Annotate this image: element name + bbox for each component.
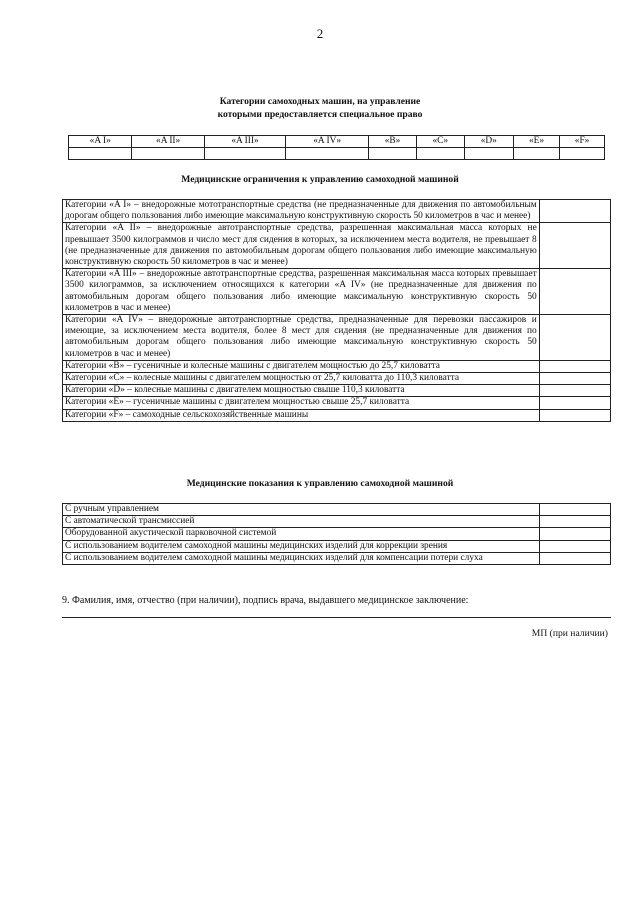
indication-manual-control: С ручным управлением [63, 504, 540, 516]
page-number: 2 [316, 26, 324, 41]
restriction-mark[interactable] [539, 315, 610, 361]
indications-heading: Медицинские показания к управлению самоходной машиной [186, 478, 454, 489]
table-row [63, 504, 611, 516]
table-row [63, 360, 611, 372]
category-mark[interactable] [369, 148, 417, 160]
category-cell-e: «E» [513, 136, 559, 148]
category-mark[interactable] [69, 148, 132, 160]
table-row [63, 315, 611, 361]
indication-mark[interactable] [539, 552, 610, 564]
table-row [63, 373, 611, 385]
restriction-a4: Категории «A IV» – внедорожные автотранспортные средства, предназначенные для перевозки пассажиров и имеющие, за исключением места водителя, более 8 мест для сидения (не предназначенные для движения по автомобильным дорогам общего пользования либо имеющие максимальную конструктивную скорость 50 километров в час и менее) [63, 315, 540, 361]
table-row [63, 409, 611, 421]
doctor-signature-line[interactable] [62, 617, 611, 618]
indication-hearing-compensation: С использованием водителем самоходной машины медицинских изделий для компенсации потери слуха [63, 552, 540, 564]
category-mark[interactable] [560, 148, 605, 160]
restriction-b: Категории «B» – гусеничные и колесные машины с двигателем мощностью до 25,7 киловатта [63, 360, 540, 372]
restrictions-table [62, 199, 611, 422]
restriction-f: Категории «F» – самоходные сельскохозяйственные машины [63, 409, 540, 421]
table-row [63, 528, 611, 540]
table-row [63, 269, 611, 315]
restriction-mark[interactable] [539, 409, 610, 421]
category-cell-d: «D» [464, 136, 513, 148]
indications-table [62, 503, 611, 565]
restriction-mark[interactable] [539, 385, 610, 397]
category-cell-a3: «A III» [204, 136, 285, 148]
table-row [63, 516, 611, 528]
categories-heading-line1: Категории самоходных машин, на управление [219, 96, 421, 107]
restriction-mark[interactable] [539, 223, 610, 269]
categories-mark-row [69, 148, 605, 160]
doctor-signature-label: 9. Фамилия, имя, отчество (при наличии), подпись врача, выдавшего медицинское заключение: [62, 595, 469, 606]
indication-mark[interactable] [539, 528, 610, 540]
categories-header-row [69, 136, 605, 148]
restriction-mark[interactable] [539, 360, 610, 372]
restriction-e: Категории «E» – гусеничные машины с двигателем мощностью свыше 25,7 киловатта [63, 397, 540, 409]
table-row [63, 385, 611, 397]
restriction-d: Категории «D» – колесные машины с двигателем мощностью свыше 110,3 киловатта [63, 385, 540, 397]
category-mark[interactable] [132, 148, 204, 160]
indication-automatic-transmission: С автоматической трансмиссией [63, 516, 540, 528]
table-row [63, 397, 611, 409]
categories-table [68, 135, 605, 160]
restriction-a1: Категории «A I» – внедорожные мототранспортные средства (не предназначенные для движения по автомобильным дорогам общего пользования либо имеющие максимальную конструктивную скорость 50 километров в час и менее) [63, 200, 540, 223]
restriction-mark[interactable] [539, 373, 610, 385]
indication-mark[interactable] [539, 516, 610, 528]
category-cell-a1: «A I» [69, 136, 132, 148]
category-mark[interactable] [513, 148, 559, 160]
category-cell-a2: «A II» [132, 136, 204, 148]
table-row [63, 200, 611, 223]
restrictions-heading: Медицинские ограничения к управлению самоходной машиной [181, 174, 459, 185]
categories-heading [0, 95, 640, 121]
restriction-mark[interactable] [539, 200, 610, 223]
restriction-a3: Категории «A III» – внедорожные автотранспортные средства, разрешенная максимальная масса которых превышает 3500 килограммов, за исключением относящихся к категории «A IV» (не предназначенные для движения по автомобильным дорогам общего пользования либо имеющие максимальную конструктивную скорость 50 километров в час и менее) [63, 269, 540, 315]
table-row [63, 552, 611, 564]
category-mark[interactable] [416, 148, 464, 160]
category-cell-c: «C» [416, 136, 464, 148]
category-mark[interactable] [204, 148, 285, 160]
table-row [63, 540, 611, 552]
indication-parking-system: Оборудованной акустической парковочной системой [63, 528, 540, 540]
restriction-c: Категории «C» – колесные машины с двигателем мощностью от 25,7 киловатта до 110,3 киловатта [63, 373, 540, 385]
indication-mark[interactable] [539, 540, 610, 552]
category-cell-f: «F» [560, 136, 605, 148]
table-row [63, 223, 611, 269]
indication-vision-correction: С использованием водителем самоходной машины медицинских изделий для коррекции зрения [63, 540, 540, 552]
restriction-a2: Категории «A II» – внедорожные автотранспортные средства, разрешенная максимальная масса которых не превышает 3500 килограммов и число мест для сидения в которых, за исключением места водителя, не превышает 8 (не предназначенные для движения по автомобильным дорогам общего пользования либо имеющие максимальную конструктивную скорость 50 километров в час и менее) [63, 223, 540, 269]
stamp-label: МП (при наличии) [531, 628, 608, 639]
restriction-mark[interactable] [539, 269, 610, 315]
category-mark[interactable] [464, 148, 513, 160]
category-mark[interactable] [286, 148, 369, 160]
category-cell-b: «B» [369, 136, 417, 148]
categories-heading-line2: которыми предоставляется специальное право [217, 109, 423, 120]
restriction-mark[interactable] [539, 397, 610, 409]
category-cell-a4: «A IV» [286, 136, 369, 148]
indication-mark[interactable] [539, 504, 610, 516]
